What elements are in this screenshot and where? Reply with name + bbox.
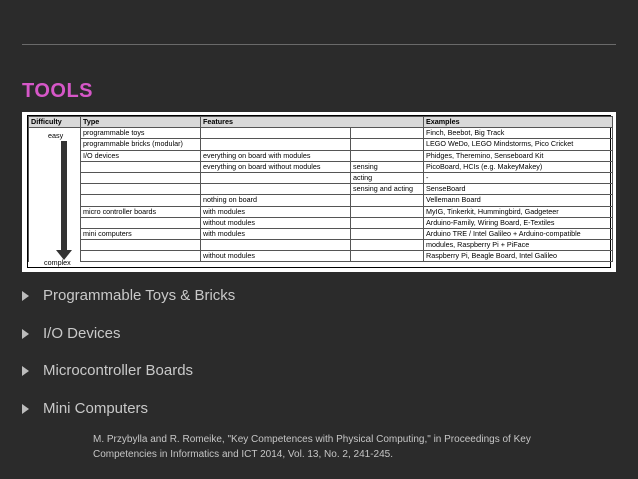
feature-cell: without modules <box>201 251 351 262</box>
table-row <box>29 184 613 195</box>
type-cell <box>81 240 201 251</box>
feature-cell: everything on board with modules <box>201 150 351 161</box>
subfeature-cell <box>351 240 424 251</box>
list-item <box>22 361 235 399</box>
difficulty-cell <box>29 139 81 150</box>
header-features: Features <box>201 117 424 128</box>
subfeature-cell <box>351 195 424 206</box>
subfeature-cell: sensing <box>351 161 424 172</box>
type-cell <box>81 195 201 206</box>
slide-title: TOOLS <box>22 80 94 102</box>
bullet-triangle-icon <box>22 291 29 301</box>
type-cell: programmable toys <box>81 128 201 139</box>
examples-cell: LEGO WeDo, LEGO Mindstorms, Pico Cricket <box>424 139 613 150</box>
table-row <box>29 128 613 139</box>
examples-cell: Arduino-Family, Wiring Board, E-Textiles <box>424 217 613 228</box>
header-type: Type <box>81 117 201 128</box>
header-examples: Examples <box>424 117 613 128</box>
examples-cell: Finch, Beebot, Big Track <box>424 128 613 139</box>
feature-cell: everything on board without modules <box>201 161 351 172</box>
header-difficulty: Difficulty <box>29 117 81 128</box>
bullet-text: Mini Computers <box>43 399 149 417</box>
table-row <box>29 251 613 262</box>
subfeature-cell: acting <box>351 172 424 183</box>
type-cell: I/O devices <box>81 150 201 161</box>
type-cell <box>81 184 201 195</box>
bullet-list <box>22 286 235 436</box>
difficulty-cell <box>29 150 81 161</box>
examples-cell: Phidges, Theremino, Senseboard Kit <box>424 150 613 161</box>
feature-cell: with modules <box>201 228 351 239</box>
subfeature-cell: sensing and acting <box>351 184 424 195</box>
table-row <box>29 139 613 150</box>
difficulty-easy-label: easy <box>48 131 64 140</box>
table-row <box>29 150 613 161</box>
subfeature-cell <box>351 206 424 217</box>
tools-table <box>28 116 613 262</box>
list-item <box>22 324 235 362</box>
bullet-text: I/O Devices <box>43 324 121 342</box>
subfeature-cell <box>351 228 424 239</box>
type-cell <box>81 251 201 262</box>
difficulty-cell <box>29 161 81 172</box>
examples-cell: - <box>424 172 613 183</box>
table-row <box>29 161 613 172</box>
type-cell <box>81 161 201 172</box>
type-cell: micro controller boards <box>81 206 201 217</box>
examples-cell: Vellemann Board <box>424 195 613 206</box>
examples-cell: MyIG, Tinkerkit, Hummingbird, Gadgeteer <box>424 206 613 217</box>
feature-cell <box>201 128 351 139</box>
table-row <box>29 172 613 183</box>
table-row <box>29 217 613 228</box>
list-item <box>22 286 235 324</box>
top-divider <box>22 44 616 45</box>
bullet-text: Programmable Toys & Bricks <box>43 287 236 304</box>
subfeature-cell <box>351 251 424 262</box>
citation: M. Przybylla and R. Romeike, "Key Competences with Physical Computing," in Proceedings of Key Competencies in Informatics and ICT 2014, Vol. 13, No. 2, 241-245. <box>93 434 531 460</box>
examples-cell: Raspberry Pi, Beagle Board, Intel Galileo <box>424 251 613 262</box>
examples-cell: SenseBoard <box>424 184 613 195</box>
difficulty-cell <box>29 195 81 206</box>
type-cell: mini computers <box>81 228 201 239</box>
type-cell: programmable bricks (modular) <box>81 139 201 150</box>
subfeature-cell <box>351 150 424 161</box>
table-row <box>29 206 613 217</box>
feature-cell <box>201 172 351 183</box>
bullet-triangle-icon <box>22 329 29 339</box>
table-row <box>29 195 613 206</box>
table-row <box>29 240 613 251</box>
list-item <box>22 399 235 437</box>
difficulty-cell <box>29 240 81 251</box>
bullet-text: Microcontroller Boards <box>43 362 194 379</box>
difficulty-cell <box>29 217 81 228</box>
feature-cell: without modules <box>201 217 351 228</box>
feature-cell <box>201 184 351 195</box>
examples-cell: modules, Raspberry Pi + PiFace <box>424 240 613 251</box>
table-header-row <box>29 117 613 128</box>
bullet-triangle-icon <box>22 366 29 376</box>
difficulty-cell <box>29 184 81 195</box>
subfeature-cell <box>351 139 424 150</box>
difficulty-cell <box>29 172 81 183</box>
examples-cell: Arduino TRE / Intel Galileo + Arduino-compatible <box>424 228 613 239</box>
bullet-triangle-icon <box>22 404 29 414</box>
tools-table-figure <box>22 112 616 272</box>
feature-cell: with modules <box>201 206 351 217</box>
type-cell <box>81 172 201 183</box>
feature-cell <box>201 240 351 251</box>
table-row <box>29 228 613 239</box>
difficulty-arrow-icon <box>61 141 67 251</box>
examples-cell: PicoBoard, HCIs (e.g. MakeyMakey) <box>424 161 613 172</box>
type-cell <box>81 217 201 228</box>
feature-cell: nothing on board <box>201 195 351 206</box>
feature-cell <box>201 139 351 150</box>
difficulty-cell <box>29 228 81 239</box>
difficulty-cell <box>29 206 81 217</box>
difficulty-complex-label: complex <box>44 258 71 267</box>
subfeature-cell <box>351 128 424 139</box>
subfeature-cell <box>351 217 424 228</box>
